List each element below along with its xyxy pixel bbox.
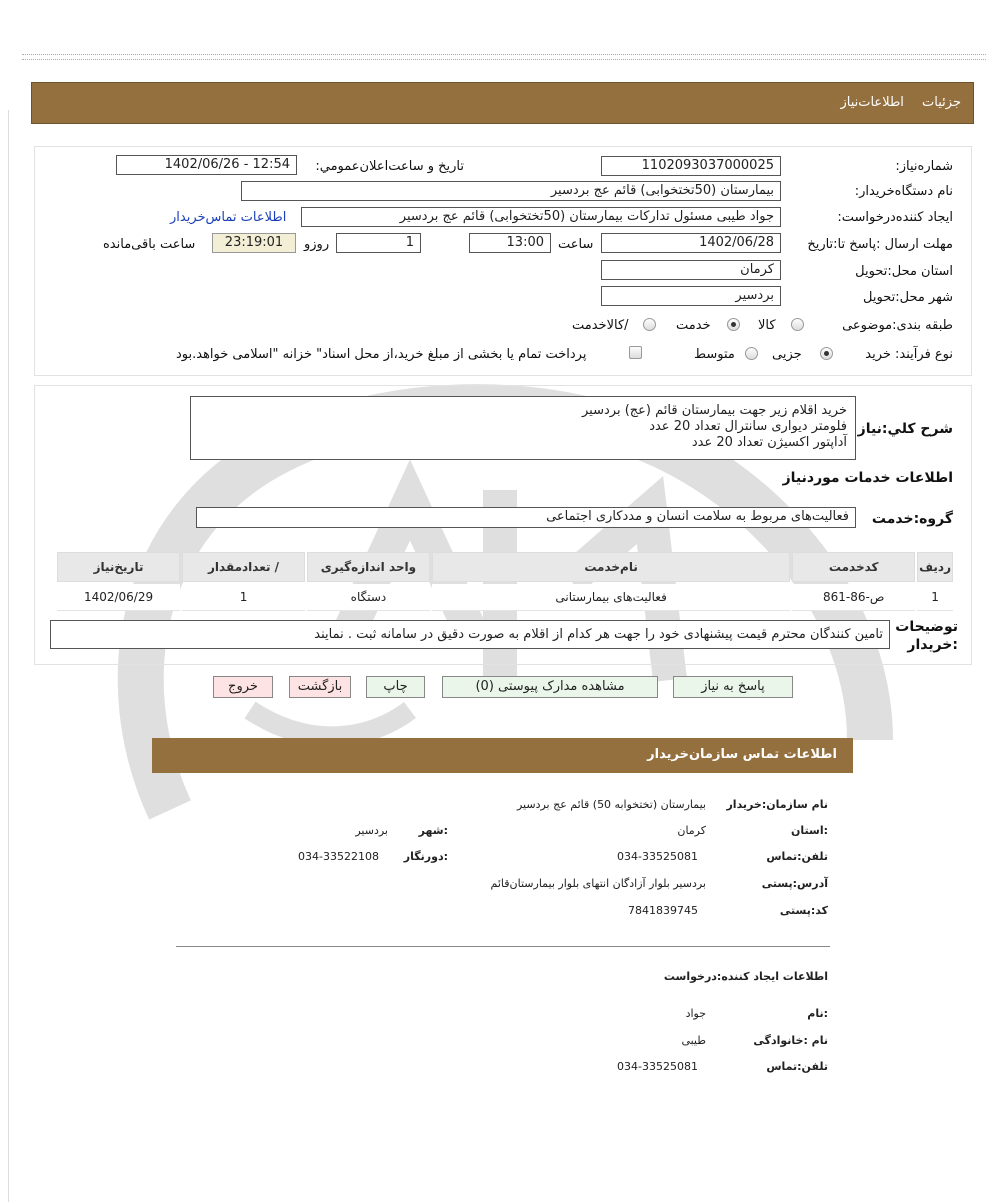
buyer-contact-link[interactable]: اطلاعات تماس‌خریدار — [170, 210, 287, 225]
city-field: بردسیر — [601, 286, 781, 306]
col-quantity: / تعدادمقدار — [182, 552, 305, 582]
cell-unit: دستگاه — [307, 584, 430, 611]
description-line-3: آداپتور اکسیژن تعداد 20 عدد — [691, 435, 847, 450]
contact-postal-label: کد:پستی — [779, 904, 828, 917]
category-radio-goods[interactable] — [791, 318, 804, 331]
col-service-name: نام‌خدمت — [432, 552, 790, 582]
category-option-goods-service: /کالاخدمت — [572, 318, 629, 333]
cell-service-name: فعالیت‌های بیمارستانی — [432, 584, 790, 611]
reply-to-need-button[interactable]: پاسخ به نیاز — [673, 676, 793, 698]
process-radio-medium[interactable] — [745, 347, 758, 360]
buyer-contact-header — [152, 738, 853, 773]
col-row-number: ردیف — [917, 552, 953, 582]
exit-button[interactable]: خروج — [213, 676, 273, 698]
description-line-2: فلومتر دیواری سانترال تعداد 20 عدد — [649, 419, 847, 434]
contact-address-value: بردسیر بلوار آزادگان انتهای بلوار بیمارستان‌قائم — [490, 877, 706, 890]
buyer-org-label: نام دستگاه‌خریدار: — [854, 184, 953, 199]
service-group-label: گروه:خدمت — [871, 511, 953, 527]
services-table-header — [57, 552, 953, 582]
need-number-label: شماره‌نیاز: — [895, 159, 953, 174]
category-radio-goods-service[interactable] — [643, 318, 656, 331]
description-line-1: خرید اقلام زیر جهت بیمارستان قائم (عج) بردسیر — [582, 403, 847, 418]
services-title: اطلاعات خدمات موردنیاز — [782, 470, 953, 486]
days-field: 1 — [336, 233, 421, 253]
city-label: شهر محل:تحویل — [863, 290, 953, 305]
process-option-medium: متوسط — [694, 347, 735, 362]
remaining-label: ساعت باقی‌مانده — [103, 237, 196, 252]
contact-city-value: بردسیر — [355, 824, 388, 837]
process-label: نوع فرآیند: خرید — [865, 347, 953, 362]
treasury-payment-note: پرداخت تمام یا بخشی از مبلغ خرید،از محل اسناد" خزانه "اسلامی خواهد.بود — [176, 347, 587, 362]
description-label: شرح کلي:نیاز — [857, 421, 953, 437]
page-header-bar — [31, 82, 974, 124]
creator-field: جواد طیبی مسئول تدارکات بیمارستان (50تختخوابی) قائم عج بردسیر — [301, 207, 781, 227]
category-label: طبقه بندی:موضوعی — [842, 318, 953, 333]
treasury-payment-checkbox[interactable] — [629, 346, 642, 359]
contact-fax-value: 034-33522108 — [298, 850, 379, 863]
back-button[interactable]: بازگشت — [289, 676, 351, 698]
contact-org-value: بیمارستان (تختخوابه 50) قائم عج بردسیر — [516, 798, 706, 811]
buyer-notes-label-2: :خریدار — [907, 637, 958, 653]
col-need-date: تاریخ‌نیاز — [57, 552, 180, 582]
process-radio-minor[interactable] — [820, 347, 833, 360]
requester-title: اطلاعات ایجاد کننده:درخواست — [663, 970, 828, 983]
requester-phone-label: تلفن:تماس — [766, 1060, 828, 1073]
breadcrumb — [826, 95, 961, 110]
category-option-service: خدمت — [676, 318, 711, 333]
contact-phone-label: تلفن:تماس — [766, 850, 828, 863]
cell-quantity: 1 — [182, 584, 305, 611]
deadline-time-field: 13:00 — [469, 233, 551, 253]
requester-phone-value: 034-33525081 — [617, 1060, 698, 1073]
contact-fax-label: :دورنگار — [403, 850, 448, 863]
announce-field: 1402/06/26 - 12:54 — [116, 155, 297, 175]
top-dotted-rule — [22, 54, 986, 60]
cell-service-code: ص-86-861 — [792, 584, 915, 611]
process-option-minor: جزیی — [772, 347, 802, 362]
province-label: استان محل:تحویل — [855, 264, 953, 279]
print-button[interactable]: چاپ — [366, 676, 425, 698]
contact-phone-value: 034-33525081 — [617, 850, 698, 863]
requester-family-label: نام :خانوادگی — [753, 1034, 828, 1047]
view-attachments-button[interactable]: مشاهده مدارک پیوستی (0) — [442, 676, 658, 698]
contact-org-label: نام سازمان:خریدار — [726, 798, 828, 811]
breadcrumb-details[interactable]: جزئیات — [922, 95, 961, 110]
buyer-notes-label-1: توضیحات — [895, 619, 958, 635]
contact-city-label: :شهر — [418, 824, 448, 837]
deadline-date-field: 1402/06/28 — [601, 233, 781, 253]
section-divider — [176, 946, 830, 947]
announce-label: تاریخ و ساعت‌اعلان‌عمومي: — [315, 159, 464, 174]
requester-name-value: جواد — [685, 1007, 706, 1020]
days-label: روزو — [304, 237, 330, 252]
category-radio-service[interactable] — [727, 318, 740, 331]
contact-postal-value: 7841839745 — [628, 904, 698, 917]
col-service-code: کدخدمت — [792, 552, 915, 582]
province-field: کرمان — [601, 260, 781, 280]
deadline-time-label: ساعت — [558, 237, 594, 252]
service-group-field: فعالیت‌های مربوط به سلامت انسان و مددکاری اجتماعی — [196, 507, 856, 528]
cell-row-number: 1 — [917, 584, 953, 611]
need-number-field: 1102093037000025 — [601, 156, 781, 176]
contact-province-value: کرمان — [677, 824, 706, 837]
cell-need-date: 1402/06/29 — [57, 584, 180, 611]
table-row — [57, 584, 953, 611]
buyer-notes-field: تامین کنندگان محترم قیمت پیشنهادی خود را جهت هر کدام از اقلام به صورت دقیق در سامانه ثبت . نمایند — [50, 620, 890, 649]
requester-family-value: طیبی — [681, 1034, 706, 1047]
deadline-label: مهلت ارسال :پاسخ تا:تاریخ — [807, 237, 953, 252]
breadcrumb-need-info[interactable]: اطلاعات‌نیاز — [840, 95, 904, 110]
buyer-org-field: بیمارستان (50تختخوابی) قائم عج بردسیر — [241, 181, 781, 201]
description-box — [190, 396, 856, 460]
buyer-contact-title: اطلاعات تماس سازمان‌خریدار — [647, 747, 837, 762]
remaining-timer: 23:19:01 — [212, 233, 296, 253]
creator-label: ایجاد کننده‌درخواست: — [837, 210, 953, 225]
services-table — [55, 550, 955, 613]
contact-address-label: آدرس:پستی — [761, 877, 828, 890]
requester-name-label: :نام — [807, 1007, 828, 1020]
contact-province-label: :استان — [791, 824, 828, 837]
left-border-line — [8, 110, 9, 1202]
col-unit: واحد اندازه‌گیری — [307, 552, 430, 582]
category-option-goods: کالا — [758, 318, 776, 333]
